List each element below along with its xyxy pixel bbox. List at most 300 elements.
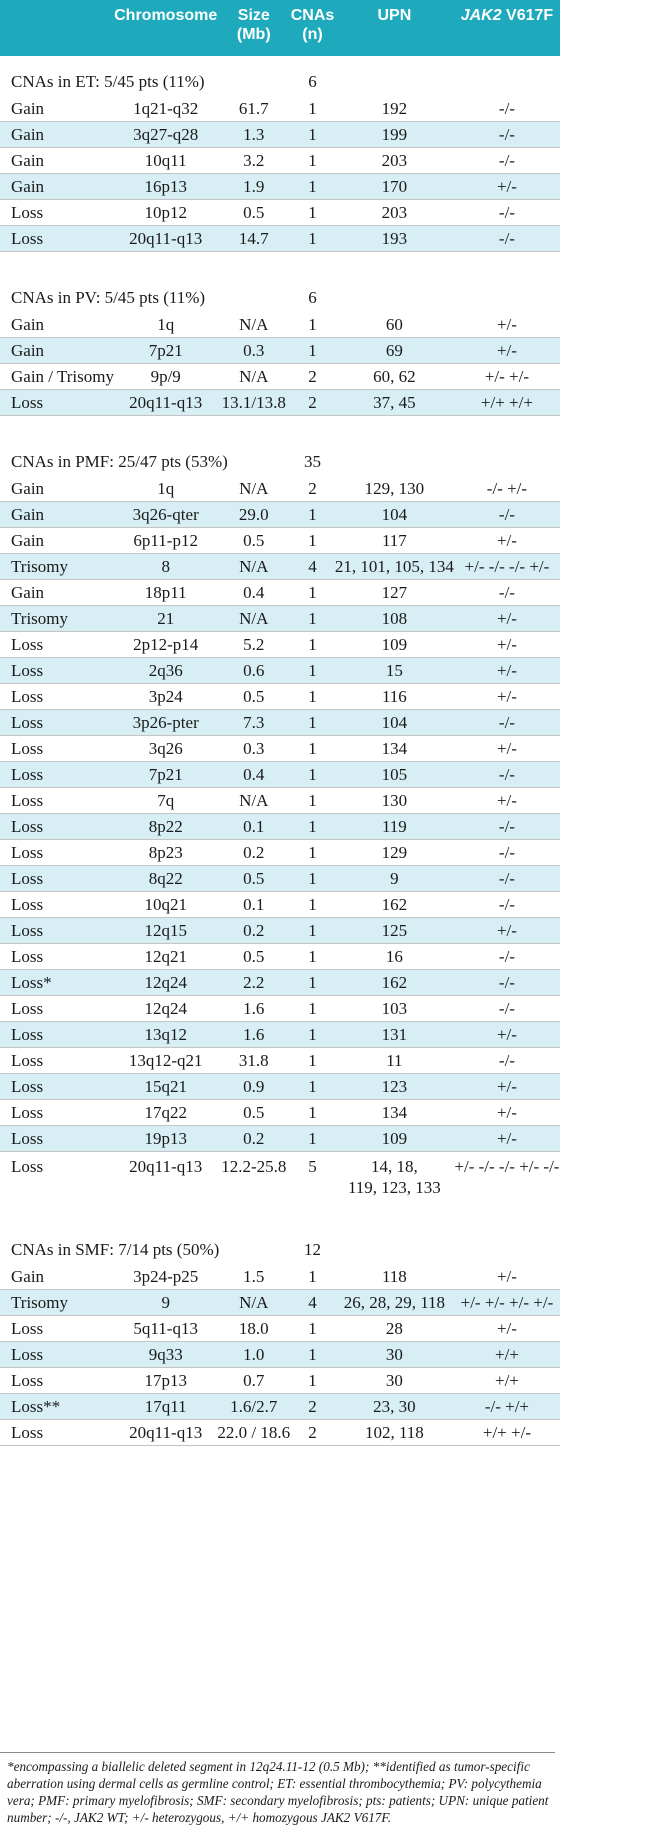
table-row [0, 1022, 560, 1048]
cell-cnas: 1 [290, 1126, 335, 1152]
table-row [0, 122, 560, 148]
table-row [0, 1152, 560, 1205]
cell-type: Loss [0, 200, 114, 226]
cell-jak2: -/- [454, 200, 560, 226]
cell-upn: 109 [335, 1126, 454, 1152]
cell-jak2: +/- [454, 312, 560, 338]
cell-type: Loss [0, 814, 114, 840]
cell-jak2: -/- [454, 944, 560, 970]
cell-chromosome: 12q15 [114, 918, 217, 944]
table-row [0, 866, 560, 892]
section-spacer [0, 416, 560, 437]
cell-cnas: 1 [290, 174, 335, 200]
cell-size: N/A [217, 364, 290, 390]
cell-cnas: 4 [290, 554, 335, 580]
cell-upn: 203 [335, 200, 454, 226]
cell-cnas: 1 [290, 684, 335, 710]
cell-size: 1.3 [217, 122, 290, 148]
cell-cnas: 1 [290, 122, 335, 148]
cell-size: 14.7 [217, 226, 290, 252]
section-spacer [0, 1204, 560, 1224]
cell-cnas: 2 [290, 364, 335, 390]
section-header-spacer [335, 272, 560, 312]
cell-upn: 60 [335, 312, 454, 338]
section-cna-count: 6 [308, 288, 317, 307]
table-row [0, 970, 560, 996]
cell-type: Gain [0, 580, 114, 606]
cell-size: 12.2-25.8 [221, 1157, 287, 1176]
cell-chromosome: 8p22 [114, 814, 217, 840]
cell-upn: 130 [335, 788, 454, 814]
cell-chromosome: 9 [114, 1290, 217, 1316]
cell-chromosome: 3q27-q28 [114, 122, 217, 148]
cell-jak2: +/+ +/- [454, 1420, 560, 1446]
cell-size: 0.5 [217, 684, 290, 710]
cell-cnas: 1 [290, 1100, 335, 1126]
cell-cnas: 1 [290, 944, 335, 970]
spacer-cell [0, 1204, 560, 1224]
cell-cnas: 2 [290, 476, 335, 502]
cell-size: 1.6/2.7 [217, 1394, 290, 1420]
cell-type: Trisomy [0, 1290, 114, 1316]
cell-size: 29.0 [217, 502, 290, 528]
cell-size: 0.4 [217, 762, 290, 788]
cell-jak2: -/- [454, 814, 560, 840]
cell-upn: 28 [335, 1316, 454, 1342]
cell-type: Gain [0, 1264, 114, 1290]
cell-chromosome: 17q22 [114, 1100, 217, 1126]
cell-type: Loss [0, 918, 114, 944]
cell-jak2: +/- [454, 1126, 560, 1152]
cell-jak2: -/- [454, 762, 560, 788]
section-cna-count: 35 [304, 452, 321, 471]
section-cna-count: 6 [308, 72, 317, 91]
cell-size: 0.6 [217, 658, 290, 684]
cell-chromosome: 10q11 [114, 148, 217, 174]
cell-type: Loss* [0, 970, 114, 996]
table-row [0, 1126, 560, 1152]
cell-chromosome: 12q24 [114, 996, 217, 1022]
cell-cnas: 5 [308, 1157, 317, 1176]
cell-chromosome: 20q11-q13 [114, 1420, 217, 1446]
cell-size: 61.7 [217, 96, 290, 122]
section-header-et [0, 56, 560, 96]
section-header-pmf [0, 436, 560, 476]
cell-type: Loss [0, 866, 114, 892]
table-row [0, 364, 560, 390]
header-size [217, 0, 290, 56]
cell-type: Loss [0, 390, 114, 416]
section-title: CNAs in PV: 5/45 pts (11%) [11, 288, 206, 307]
cell-size: 5.2 [217, 632, 290, 658]
cell-jak2: +/- [454, 632, 560, 658]
cell-size: 1.6 [217, 996, 290, 1022]
cell-jak2: +/- [454, 1316, 560, 1342]
cell-upn: 69 [335, 338, 454, 364]
cell-cnas: 1 [290, 1342, 335, 1368]
section-header-spacer [335, 1224, 560, 1264]
cell-size: 2.2 [217, 970, 290, 996]
cell-upn: 170 [335, 174, 454, 200]
table-row [0, 528, 560, 554]
section-title: CNAs in PMF: 25/47 pts (53%) [11, 452, 228, 471]
cell-chromosome: 3p24 [114, 684, 217, 710]
cell-size: 1.9 [217, 174, 290, 200]
cell-cnas: 2 [290, 1420, 335, 1446]
cell-type: Loss** [0, 1394, 114, 1420]
cell-chromosome: 20q11-q13 [129, 1157, 203, 1176]
cell-chromosome: 3p24-p25 [114, 1264, 217, 1290]
cell-chromosome: 13q12-q21 [114, 1048, 217, 1074]
table-row [0, 148, 560, 174]
cell-type: Loss [0, 658, 114, 684]
cell-jak2: -/- [454, 226, 560, 252]
cell-jak2: +/+ [454, 1368, 560, 1394]
cell-cnas: 2 [290, 390, 335, 416]
table-row [0, 658, 560, 684]
table-row [0, 918, 560, 944]
cell-type: Loss [0, 788, 114, 814]
cell-upn: 26, 28, 29, 118 [335, 1290, 454, 1316]
cell-jak2: +/- [454, 684, 560, 710]
cell-type: Trisomy [0, 606, 114, 632]
cell-jak2: +/- +/- +/- +/- [454, 1290, 560, 1316]
cell-cnas: 1 [290, 892, 335, 918]
cell-chromosome: 13q12 [114, 1022, 217, 1048]
cell-type: Loss [0, 632, 114, 658]
header-upn: UPN [335, 0, 454, 56]
cell-chromosome: 10q21 [114, 892, 217, 918]
table-row [0, 580, 560, 606]
cell-chromosome: 15q21 [114, 1074, 217, 1100]
cell-type: Gain [0, 502, 114, 528]
header-type [0, 0, 114, 56]
cell-chromosome: 10p12 [114, 200, 217, 226]
cell-chromosome: 17q11 [114, 1394, 217, 1420]
table-row [0, 1074, 560, 1100]
cell-jak2: -/- [454, 710, 560, 736]
table-row [0, 502, 560, 528]
cell-size: 0.2 [217, 1126, 290, 1152]
cell-upn: 134 [335, 736, 454, 762]
cell-size: 0.3 [217, 338, 290, 364]
cell-chromosome: 2p12-p14 [114, 632, 217, 658]
table-row [0, 1100, 560, 1126]
table-row [0, 788, 560, 814]
cell-size: 0.7 [217, 1368, 290, 1394]
cell-size: 0.4 [217, 580, 290, 606]
cell-jak2: -/- [454, 996, 560, 1022]
table-row [0, 338, 560, 364]
cell-jak2: +/- [454, 1100, 560, 1126]
cell-type: Gain [0, 148, 114, 174]
table-row [0, 226, 560, 252]
cell-upn: 21, 101, 105, 134 [335, 554, 454, 580]
cell-jak2: +/- [454, 1074, 560, 1100]
cell-cnas: 1 [290, 1048, 335, 1074]
cell-chromosome: 3q26 [114, 736, 217, 762]
table-row [0, 762, 560, 788]
table-row [0, 840, 560, 866]
cell-type: Loss [0, 1126, 114, 1152]
cell-upn: 199 [335, 122, 454, 148]
cell-size: 0.5 [217, 866, 290, 892]
cell-chromosome: 19p13 [114, 1126, 217, 1152]
cell-upn: 37, 45 [335, 390, 454, 416]
cell-cnas: 1 [290, 632, 335, 658]
table-row [0, 710, 560, 736]
section-cna-count: 12 [304, 1240, 321, 1259]
cell-chromosome: 1q [114, 476, 217, 502]
table-row [0, 1316, 560, 1342]
cell-cnas: 1 [290, 580, 335, 606]
cell-chromosome: 12q21 [114, 944, 217, 970]
cell-size: 0.2 [217, 918, 290, 944]
table-row [0, 1342, 560, 1368]
cell-upn: 192 [335, 96, 454, 122]
cell-chromosome: 2q36 [114, 658, 217, 684]
cell-cnas: 1 [290, 788, 335, 814]
cell-size: 1.5 [217, 1264, 290, 1290]
header-chromosome: Chromosome [114, 0, 217, 56]
cell-cnas: 1 [290, 148, 335, 174]
cell-type: Loss [0, 1368, 114, 1394]
cell-type: Loss [0, 1342, 114, 1368]
cell-cnas: 1 [290, 710, 335, 736]
cell-size: 1.0 [217, 1342, 290, 1368]
cell-type: Gain [0, 312, 114, 338]
cell-jak2: -/- [454, 580, 560, 606]
cell-cnas: 1 [290, 1316, 335, 1342]
cell-size: 1.6 [217, 1022, 290, 1048]
cell-cnas: 1 [290, 970, 335, 996]
cell-type: Gain [0, 338, 114, 364]
cell-upn: 123 [335, 1074, 454, 1100]
cell-upn: 30 [335, 1368, 454, 1394]
cell-jak2: +/+ [454, 1342, 560, 1368]
cell-size: 0.3 [217, 736, 290, 762]
cell-upn: 117 [335, 528, 454, 554]
cell-upn: 104 [335, 710, 454, 736]
section-title: CNAs in SMF: 7/14 pts (50%) [11, 1240, 220, 1259]
table-row [0, 312, 560, 338]
cell-chromosome: 3p26-pter [114, 710, 217, 736]
cell-size: 0.2 [217, 840, 290, 866]
cell-upn-line1: 14, 18, [371, 1157, 418, 1176]
cell-chromosome: 7p21 [114, 762, 217, 788]
table-row [0, 1420, 560, 1446]
table-row [0, 944, 560, 970]
cell-upn: 134 [335, 1100, 454, 1126]
table-row [0, 554, 560, 580]
cell-cnas: 1 [290, 200, 335, 226]
spacer-cell [0, 252, 560, 273]
table-body [0, 56, 560, 1446]
cell-size: 3.2 [217, 148, 290, 174]
cell-jak2: +/- +/- [454, 364, 560, 390]
cell-cnas: 1 [290, 918, 335, 944]
section-title: CNAs in ET: 5/45 pts (11%) [11, 72, 205, 91]
cell-type: Gain [0, 174, 114, 200]
cell-chromosome: 20q11-q13 [114, 390, 217, 416]
cell-jak2: +/- [454, 736, 560, 762]
table-row [0, 814, 560, 840]
cell-upn: 125 [335, 918, 454, 944]
cell-jak2: +/- [454, 338, 560, 364]
cell-jak2: +/- [454, 658, 560, 684]
table-row [0, 200, 560, 226]
cell-upn: 127 [335, 580, 454, 606]
cell-jak2: +/+ +/+ [454, 390, 560, 416]
table-row [0, 1048, 560, 1074]
cell-chromosome: 9p/9 [114, 364, 217, 390]
cell-cnas: 4 [290, 1290, 335, 1316]
cell-chromosome: 17p13 [114, 1368, 217, 1394]
cell-chromosome: 1q21-q32 [114, 96, 217, 122]
cell-cnas: 1 [290, 996, 335, 1022]
header-jak2-gene: JAK2 [460, 7, 502, 24]
cell-cnas: 1 [290, 814, 335, 840]
cell-type: Gain [0, 476, 114, 502]
cell-chromosome: 1q [114, 312, 217, 338]
cell-upn: 30 [335, 1342, 454, 1368]
cell-upn: 9 [335, 866, 454, 892]
cell-jak2: -/- [454, 148, 560, 174]
cell-type: Gain [0, 528, 114, 554]
table-row [0, 736, 560, 762]
cell-upn: 129 [335, 840, 454, 866]
cell-type: Loss [0, 1048, 114, 1074]
cell-upn: 162 [335, 970, 454, 996]
cell-chromosome: 5q11-q13 [114, 1316, 217, 1342]
cell-size: 0.1 [217, 814, 290, 840]
cell-chromosome: 8p23 [114, 840, 217, 866]
cell-chromosome: 20q11-q13 [114, 226, 217, 252]
cell-upn: 103 [335, 996, 454, 1022]
cell-upn: 162 [335, 892, 454, 918]
cell-upn: 23, 30 [335, 1394, 454, 1420]
header-cnas: CNAs (n) [290, 0, 335, 56]
cell-size: N/A [217, 476, 290, 502]
spacer-cell [0, 416, 560, 437]
cell-upn: 104 [335, 502, 454, 528]
cell-cnas: 1 [290, 1264, 335, 1290]
section-header-spacer [335, 436, 560, 476]
cell-upn: 129, 130 [335, 476, 454, 502]
cell-upn: 116 [335, 684, 454, 710]
cell-jak2: -/- [454, 970, 560, 996]
cell-type: Loss [0, 762, 114, 788]
cell-cnas: 1 [290, 606, 335, 632]
cell-upn: 16 [335, 944, 454, 970]
cell-upn: 108 [335, 606, 454, 632]
cell-upn: 60, 62 [335, 364, 454, 390]
cell-upn: 203 [335, 148, 454, 174]
cell-chromosome: 18p11 [114, 580, 217, 606]
cell-type: Loss [0, 226, 114, 252]
cell-cnas: 1 [290, 840, 335, 866]
cell-jak2: -/- +/+ [454, 1394, 560, 1420]
cell-cnas: 1 [290, 1074, 335, 1100]
cell-size: 0.5 [217, 1100, 290, 1126]
cell-upn: 102, 118 [335, 1420, 454, 1446]
cell-jak2: -/- [454, 840, 560, 866]
cell-type: Loss [0, 710, 114, 736]
cell-type: Loss [0, 736, 114, 762]
table-row [0, 632, 560, 658]
cell-size: 0.5 [217, 944, 290, 970]
table-footnote: *encompassing a biallelic deleted segment in 12q24.11-12 (0.5 Mb); **identified as tumor-specific aberration using dermal cells as germline control; ET: essential thrombocythemia; PV: polycythemia vera; PMF: primary myelofibrosis; SMF: secondary myelofibrosis; pts: patients; UPN: unique patient number; -/-, JAK2 WT; +/- heterozygous, +/+ homozygous JAK2 V617F. [0, 1752, 555, 1826]
cell-type: Loss [0, 1074, 114, 1100]
cell-type: Loss [0, 840, 114, 866]
cell-upn [335, 1152, 454, 1205]
cell-jak2: -/- [454, 502, 560, 528]
cell-size: N/A [217, 606, 290, 632]
cell-size: 18.0 [217, 1316, 290, 1342]
cell-cnas: 1 [290, 866, 335, 892]
cell-jak2: -/- [454, 96, 560, 122]
cell-chromosome: 12q24 [114, 970, 217, 996]
cell-cnas: 1 [290, 338, 335, 364]
section-header-smf [0, 1224, 560, 1264]
table-row [0, 1368, 560, 1394]
cell-size: N/A [217, 1290, 290, 1316]
cell-type: Loss [0, 684, 114, 710]
table-row [0, 1290, 560, 1316]
table-row [0, 390, 560, 416]
cell-jak2: +/- -/- -/- +/- -/- [454, 1157, 560, 1176]
cell-cnas: 1 [290, 226, 335, 252]
cell-jak2: +/- -/- -/- +/- [454, 554, 560, 580]
cell-type: Loss [0, 892, 114, 918]
header-size-line1: Size [237, 7, 270, 24]
table-row [0, 174, 560, 200]
cell-chromosome: 6p11-p12 [114, 528, 217, 554]
cell-type: Gain [0, 122, 114, 148]
cell-size: 0.9 [217, 1074, 290, 1100]
cell-type: Trisomy [0, 554, 114, 580]
cell-type: Gain / Trisomy [0, 364, 114, 390]
table-row [0, 96, 560, 122]
cell-size: N/A [217, 788, 290, 814]
cell-jak2: -/- [454, 1048, 560, 1074]
table-row [0, 476, 560, 502]
cell-chromosome: 9q33 [114, 1342, 217, 1368]
cell-type: Loss [0, 996, 114, 1022]
cell-cnas: 1 [290, 762, 335, 788]
cell-cnas: 2 [290, 1394, 335, 1420]
cell-cnas: 1 [290, 502, 335, 528]
section-header-pv [0, 272, 560, 312]
cell-type: Loss [0, 1420, 114, 1446]
cell-type: Loss [0, 944, 114, 970]
cell-type: Gain [0, 96, 114, 122]
cell-cnas: 1 [290, 528, 335, 554]
cell-chromosome: 3q26-qter [114, 502, 217, 528]
cell-jak2: +/- [454, 174, 560, 200]
cell-size: 0.5 [217, 528, 290, 554]
cell-jak2: -/- [454, 122, 560, 148]
cell-size: 22.0 / 18.6 [217, 1420, 290, 1446]
table-row [0, 996, 560, 1022]
cell-upn: 193 [335, 226, 454, 252]
cell-upn: 118 [335, 1264, 454, 1290]
cell-jak2: +/- [454, 528, 560, 554]
cell-jak2: -/- +/- [454, 476, 560, 502]
table-row [0, 1394, 560, 1420]
cell-size: 0.5 [217, 200, 290, 226]
table-row [0, 1264, 560, 1290]
